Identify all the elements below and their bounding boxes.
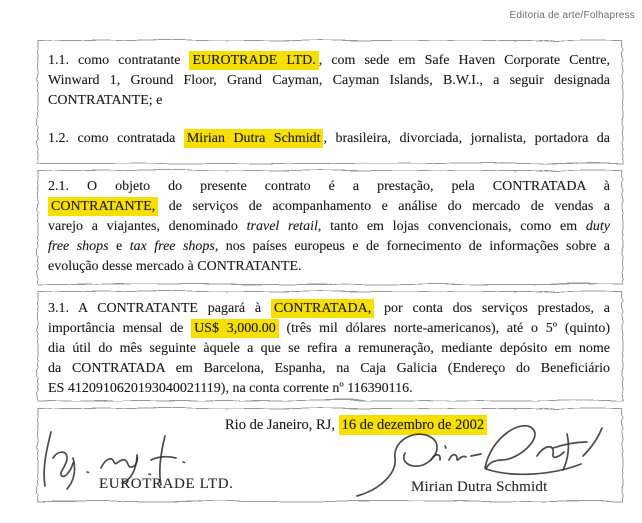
highlighted-date: 16 de dezembro de 2002 — [339, 415, 488, 435]
body-text: dia útil do mês seguinte àquele a que se refira a remuneração, mediante depósito em nome — [48, 341, 610, 356]
fragment-text — [35, 289, 623, 399]
body-text: evolução desse mercado à CONTRATANTE. — [48, 259, 302, 274]
text-line — [48, 299, 610, 319]
body-text: varejo a viajantes, denominado — [48, 219, 247, 234]
text-line — [48, 217, 610, 237]
text-line — [48, 197, 610, 217]
body-text: 1.2. como contratada — [48, 131, 184, 146]
body-text: , brasileira, divorciada, jornalista, portadora da — [323, 131, 610, 146]
contract-fragment-clause-2 — [35, 168, 623, 285]
contract-paragraph — [48, 299, 610, 399]
fragment-text — [35, 168, 623, 277]
italic-text: free shops — [48, 239, 109, 254]
body-text: e — [108, 239, 130, 254]
place-text: Rio de Janeiro, RJ, — [225, 417, 339, 433]
highlighted-text: Mirian Dutra Schmidt — [184, 129, 324, 148]
body-text: Winward 1, Ground Floor, Grand Cayman, Cayman Islands, B.W.I., a seguir designada — [48, 73, 610, 88]
highlighted-text: CONTRATADA, — [271, 299, 374, 318]
mirian-signature-label: Mirian Dutra Schmidt — [411, 479, 548, 495]
contract-paragraph — [48, 51, 610, 111]
body-text: (três mil dólares norte-americanos), até o 5º (quinto) — [278, 321, 610, 336]
text-line — [48, 339, 610, 359]
text-line — [48, 91, 610, 111]
body-text: , nos países europeus e de fornecimento de informações sobre a — [214, 239, 610, 254]
text-line — [48, 129, 610, 149]
body-text: ES 4120910620193040021119), na conta corrente nº 116390116. — [48, 381, 413, 396]
contract-paragraph — [48, 177, 610, 277]
body-text: CONTRATANTE; e — [48, 93, 163, 108]
body-text: 1.1. como contratante — [48, 53, 190, 68]
contract-fragment-signatures — [35, 406, 623, 502]
eurotrade-signature-scribble — [37, 428, 252, 494]
body-text: 3.1. A CONTRATANTE pagará à — [48, 301, 271, 316]
italic-text: tax free shops — [129, 239, 215, 254]
text-line — [48, 257, 610, 277]
text-line — [48, 71, 610, 91]
contract-paragraph — [48, 129, 610, 149]
art-credit: Editoria de arte/Folhapress — [509, 10, 635, 21]
mirian-signature-scribble — [353, 418, 605, 498]
body-text: por conta dos serviços prestados, a — [374, 301, 610, 316]
text-line — [48, 379, 610, 399]
text-line — [48, 319, 610, 339]
text-line — [48, 359, 610, 379]
contract-fragment-clauses-1 — [35, 38, 623, 164]
fragment-text — [35, 38, 623, 149]
highlighted-text: US$ 3,000.00 — [191, 319, 279, 338]
eurotrade-signature-label: EUROTRADE LTD. — [99, 476, 234, 492]
text-line — [48, 237, 610, 257]
text-line — [48, 51, 610, 71]
highlighted-text: CONTRATANTE, — [48, 197, 158, 216]
body-text: importância mensal de — [48, 321, 192, 336]
body-text: 2.1. O objeto do presente contrato é a prestação, pela CONTRATADA à — [48, 179, 610, 194]
body-text: de serviços de acompanhamento e análise do mercado de vendas a — [158, 199, 610, 214]
contract-fragment-clause-3 — [35, 289, 623, 401]
italic-text: duty — [585, 219, 610, 234]
body-text: da CONTRATADA em Barcelona, Espanha, na Caja Galicia (Endereço do Beneficiário — [48, 361, 610, 376]
body-text: , com sede em Safe Haven Corporate Centre, — [318, 53, 610, 68]
highlighted-text: EUROTRADE LTD. — [189, 51, 318, 70]
body-text: , tanto em lojas convencionais, como em — [317, 219, 586, 234]
italic-text: travel retail — [246, 219, 318, 234]
text-line — [48, 177, 610, 197]
